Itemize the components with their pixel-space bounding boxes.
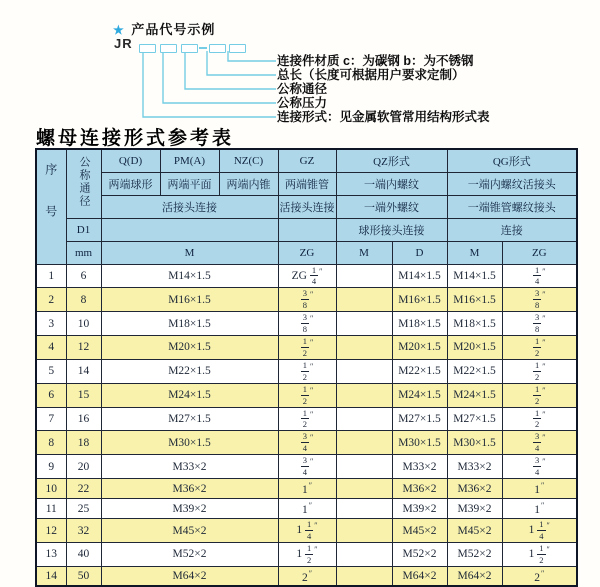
cell-dn-mm: 8 bbox=[66, 288, 101, 312]
cell-qg-zg: $\frac{3}{4}$ ″ bbox=[502, 431, 577, 455]
header-conn-qz: 一端外螺纹 bbox=[336, 195, 447, 218]
cell-qg-m: M16×1.5 bbox=[447, 288, 502, 312]
header-group-pma: PM(A) bbox=[160, 149, 219, 172]
header-form-qz: 一端内螺纹 bbox=[336, 172, 447, 195]
cell-qg-zg: $\frac{1}{4}$ ″ bbox=[502, 264, 577, 288]
cell-thread-m: M64×2 bbox=[101, 566, 278, 586]
header-conn-left: 活接头连接 bbox=[101, 195, 278, 218]
cell-seq: 14 bbox=[36, 566, 66, 586]
table-body bbox=[36, 264, 577, 586]
cell-qg-m: M20×1.5 bbox=[447, 336, 502, 360]
cell-seq: 8 bbox=[36, 431, 66, 455]
code-box-5 bbox=[229, 44, 246, 53]
cell-qz-m bbox=[336, 479, 392, 499]
cell-thread-m: M45×2 bbox=[101, 519, 278, 543]
star-icon: ★ bbox=[113, 23, 125, 37]
cell-seq: 4 bbox=[36, 336, 66, 360]
cell-thread-m: M18×1.5 bbox=[101, 312, 278, 336]
cell-seq: 3 bbox=[36, 312, 66, 336]
header-form-pma: 两端平面 bbox=[160, 172, 219, 195]
cell-seq: 12 bbox=[36, 519, 66, 543]
table-row bbox=[36, 499, 577, 519]
cell-qz-m bbox=[336, 499, 392, 519]
header-form-qg: 一端内螺纹活接头 bbox=[447, 172, 577, 195]
cell-gz-zg: 2″ bbox=[278, 566, 336, 586]
table-row bbox=[36, 288, 577, 312]
cell-qg-zg: $\frac{1}{2}$ ″ bbox=[502, 383, 577, 407]
header-conn2-qg: 连接 bbox=[447, 218, 577, 241]
cell-seq: 11 bbox=[36, 499, 66, 519]
header-d1-empty-left bbox=[101, 218, 278, 241]
code-box-2 bbox=[160, 44, 177, 53]
cell-seq: 1 bbox=[36, 264, 66, 288]
header-group-gz: GZ bbox=[278, 149, 336, 172]
header-nominal-diameter bbox=[66, 149, 101, 218]
callout-connection-form: 连接形式：见金属软管常用结构形式表 bbox=[277, 110, 490, 124]
cell-thread-m: M27×1.5 bbox=[101, 407, 278, 431]
header-form-qd: 两端球形 bbox=[101, 172, 160, 195]
cell-qz-d: M14×1.5 bbox=[392, 264, 447, 288]
header-conn-qg: 一端锥管螺纹接头 bbox=[447, 195, 577, 218]
cell-qg-m: M30×1.5 bbox=[447, 431, 502, 455]
header-form-gz: 两端锥管 bbox=[278, 172, 336, 195]
header-group-qd: Q(D) bbox=[101, 149, 160, 172]
cell-dn-mm: 12 bbox=[66, 336, 101, 360]
header-seq-label: 序号 bbox=[43, 163, 58, 248]
cell-seq: 7 bbox=[36, 407, 66, 431]
table-row bbox=[36, 407, 577, 431]
header-unit-zg-qg: ZG bbox=[502, 241, 577, 264]
cell-qz-d: M24×1.5 bbox=[392, 383, 447, 407]
cell-qz-d: M27×1.5 bbox=[392, 407, 447, 431]
cell-dn-mm: 10 bbox=[66, 312, 101, 336]
code-dash bbox=[199, 47, 207, 49]
cell-thread-m: M20×1.5 bbox=[101, 336, 278, 360]
cell-qz-m bbox=[336, 407, 392, 431]
table-row bbox=[36, 336, 577, 360]
cell-dn-mm: 14 bbox=[66, 359, 101, 383]
cell-seq: 10 bbox=[36, 479, 66, 499]
cell-qz-d: M20×1.5 bbox=[392, 336, 447, 360]
table-header bbox=[36, 149, 577, 264]
code-box-4 bbox=[209, 44, 226, 53]
cell-qz-d: M16×1.5 bbox=[392, 288, 447, 312]
cell-qg-zg: $\frac{1}{2}$ ″ bbox=[502, 359, 577, 383]
table-row bbox=[36, 519, 577, 543]
cell-qz-m bbox=[336, 383, 392, 407]
table-row bbox=[36, 383, 577, 407]
cell-qz-d: M52×2 bbox=[392, 542, 447, 566]
cell-qz-d: M39×2 bbox=[392, 499, 447, 519]
cell-dn-mm: 25 bbox=[66, 499, 101, 519]
header-form-nzc: 两端内锥 bbox=[219, 172, 278, 195]
cell-seq: 9 bbox=[36, 455, 66, 479]
cell-qg-zg: $\frac{3}{8}$ ″ bbox=[502, 288, 577, 312]
cell-qz-d: M64×2 bbox=[392, 566, 447, 586]
cell-thread-m: M30×1.5 bbox=[101, 431, 278, 455]
cell-qg-zg: 1″ bbox=[502, 499, 577, 519]
callout-nominal-pressure: 公称压力 bbox=[277, 96, 328, 110]
cell-dn-mm: 50 bbox=[66, 566, 101, 586]
cell-qz-d: M30×1.5 bbox=[392, 431, 447, 455]
header-nominal-diameter-label: 公称通径 bbox=[78, 156, 90, 209]
header-mm: mm bbox=[66, 241, 101, 264]
cell-qz-m bbox=[336, 519, 392, 543]
cell-qg-m: M22×1.5 bbox=[447, 359, 502, 383]
cell-gz-zg: 1″ bbox=[278, 479, 336, 499]
cell-gz-zg: $\frac{3}{8}$ ″ bbox=[278, 312, 336, 336]
header-unit-m-qg: M bbox=[447, 241, 502, 264]
cell-qg-zg: $\frac{3}{8}$ ″ bbox=[502, 312, 577, 336]
cell-gz-zg: $\frac{1}{2}$ ″ bbox=[278, 336, 336, 360]
cell-gz-zg: $\frac{3}{8}$ ″ bbox=[278, 288, 336, 312]
cell-thread-m: M16×1.5 bbox=[101, 288, 278, 312]
header-d1: D1 bbox=[66, 218, 101, 241]
header-unit-m-left: M bbox=[101, 241, 278, 264]
cell-gz-zg: $\frac{3}{4}$ ″ bbox=[278, 455, 336, 479]
code-box-3 bbox=[181, 44, 198, 53]
cell-qz-m bbox=[336, 566, 392, 586]
cell-thread-m: M52×2 bbox=[101, 542, 278, 566]
header-group-qg: QG形式 bbox=[447, 149, 577, 172]
cell-qz-m bbox=[336, 455, 392, 479]
cell-gz-zg: 1 $\frac{1}{2}$ ″ bbox=[278, 542, 336, 566]
table-row bbox=[36, 431, 577, 455]
cell-thread-m: M36×2 bbox=[101, 479, 278, 499]
cell-thread-m: M33×2 bbox=[101, 455, 278, 479]
table-row bbox=[36, 542, 577, 566]
cell-qg-m: M33×2 bbox=[447, 455, 502, 479]
cell-seq: 2 bbox=[36, 288, 66, 312]
cell-qz-d: M18×1.5 bbox=[392, 312, 447, 336]
cell-qg-zg: $\frac{1}{2}$ ″ bbox=[502, 336, 577, 360]
table-row bbox=[36, 479, 577, 499]
cell-dn-mm: 16 bbox=[66, 407, 101, 431]
cell-thread-m: M24×1.5 bbox=[101, 383, 278, 407]
code-box-1 bbox=[139, 44, 156, 53]
cell-dn-mm: 20 bbox=[66, 455, 101, 479]
cell-qz-m bbox=[336, 264, 392, 288]
cell-qz-m bbox=[336, 359, 392, 383]
header-unit-zg-gz: ZG bbox=[278, 241, 336, 264]
cell-qg-zg: $\frac{3}{4}$ ″ bbox=[502, 455, 577, 479]
cell-qg-m: M24×1.5 bbox=[447, 383, 502, 407]
cell-seq: 13 bbox=[36, 542, 66, 566]
header-group-nzc: NZ(C) bbox=[219, 149, 278, 172]
cell-seq: 5 bbox=[36, 359, 66, 383]
callout-material: 连接件材质 c：为碳钢 b：为不锈钢 bbox=[277, 54, 474, 68]
cell-qg-m: M27×1.5 bbox=[447, 407, 502, 431]
table-row bbox=[36, 312, 577, 336]
callout-total-length: 总长（长度可根据用户要求定制） bbox=[277, 68, 465, 82]
table-title: 螺母连接形式参考表 bbox=[36, 127, 235, 149]
cell-qz-m bbox=[336, 431, 392, 455]
cell-thread-m: M22×1.5 bbox=[101, 359, 278, 383]
header-conn2-qz: 球形接头连接 bbox=[336, 218, 447, 241]
cell-qz-m bbox=[336, 312, 392, 336]
cell-seq: 6 bbox=[36, 383, 66, 407]
callout-nominal-diameter: 公称通径 bbox=[277, 82, 328, 96]
table-row bbox=[36, 455, 577, 479]
cell-qz-d: M36×2 bbox=[392, 479, 447, 499]
diagram-heading-text: 产品代号示例 bbox=[131, 22, 216, 37]
cell-qg-zg: 1 $\frac{1}{2}$ ″ bbox=[502, 542, 577, 566]
cell-gz-zg: 1″ bbox=[278, 499, 336, 519]
cell-dn-mm: 18 bbox=[66, 431, 101, 455]
cell-qg-zg: 2″ bbox=[502, 566, 577, 586]
cell-dn-mm: 22 bbox=[66, 479, 101, 499]
cell-thread-m: M14×1.5 bbox=[101, 264, 278, 288]
header-unit-m-qz: M bbox=[336, 241, 392, 264]
cell-qg-zg: 1″ bbox=[502, 479, 577, 499]
cell-qg-zg: 1 $\frac{1}{4}$ ″ bbox=[502, 519, 577, 543]
cell-gz-zg: $\frac{1}{2}$ ″ bbox=[278, 407, 336, 431]
cell-qg-m: M18×1.5 bbox=[447, 312, 502, 336]
cell-qg-m: M64×2 bbox=[447, 566, 502, 586]
product-code-diagram bbox=[0, 0, 600, 132]
cell-qz-m bbox=[336, 542, 392, 566]
cell-dn-mm: 40 bbox=[66, 542, 101, 566]
cell-qg-zg: $\frac{1}{2}$ ″ bbox=[502, 407, 577, 431]
table-row bbox=[36, 566, 577, 586]
cell-qg-m: M36×2 bbox=[447, 479, 502, 499]
cell-qz-d: M45×2 bbox=[392, 519, 447, 543]
header-group-qz: QZ形式 bbox=[336, 149, 447, 172]
nut-connection-table bbox=[35, 148, 578, 587]
cell-gz-zg: 1 $\frac{1}{4}$ ″ bbox=[278, 519, 336, 543]
cell-dn-mm: 32 bbox=[66, 519, 101, 543]
cell-gz-zg: ZG $\frac{1}{4}$ ″ bbox=[278, 264, 336, 288]
cell-qg-m: M52×2 bbox=[447, 542, 502, 566]
cell-gz-zg: $\frac{1}{2}$ ″ bbox=[278, 383, 336, 407]
code-prefix: JR bbox=[114, 36, 133, 51]
cell-qg-m: M14×1.5 bbox=[447, 264, 502, 288]
cell-qz-d: M22×1.5 bbox=[392, 359, 447, 383]
header-unit-d-qz: D bbox=[392, 241, 447, 264]
table-row bbox=[36, 359, 577, 383]
header-conn-gz: 活接头连接 bbox=[278, 195, 336, 218]
cell-qz-m bbox=[336, 288, 392, 312]
header-d1-empty-gz bbox=[278, 218, 336, 241]
cell-dn-mm: 6 bbox=[66, 264, 101, 288]
cell-qg-m: M45×2 bbox=[447, 519, 502, 543]
header-seq bbox=[36, 149, 66, 264]
cell-qg-m: M39×2 bbox=[447, 499, 502, 519]
cell-qz-d: M33×2 bbox=[392, 455, 447, 479]
cell-gz-zg: $\frac{1}{2}$ ″ bbox=[278, 359, 336, 383]
cell-gz-zg: $\frac{3}{4}$ ″ bbox=[278, 431, 336, 455]
cell-qz-m bbox=[336, 336, 392, 360]
table-row bbox=[36, 264, 577, 288]
cell-dn-mm: 15 bbox=[66, 383, 101, 407]
cell-thread-m: M39×2 bbox=[101, 499, 278, 519]
